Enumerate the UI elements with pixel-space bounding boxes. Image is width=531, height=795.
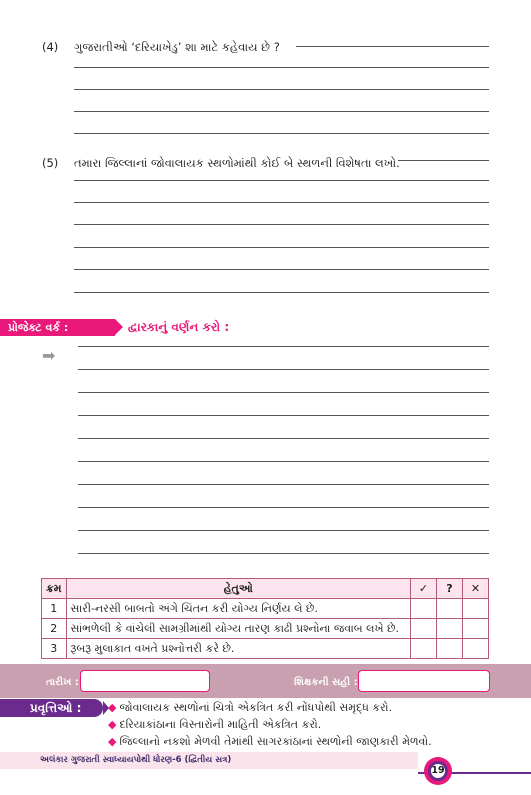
project-work-label: પ્રોજેક્ટ વર્ક : (0, 319, 115, 336)
activity-text: દરિયાકાંઠાના વિસ્તારોની માહિતી એકત્રિત કરો. (119, 718, 322, 731)
answer-line (74, 133, 489, 134)
row-num: 3 (42, 639, 67, 659)
activity-item (108, 718, 321, 732)
page-number: 19 (428, 761, 448, 781)
cross-icon: ✕ (463, 579, 489, 599)
row-num: 1 (42, 599, 67, 619)
answer-line (74, 67, 489, 68)
question-4-text: ગુજરાતીઓ ‘દરિયાખેડુ’ શા માટે કહેવાય છે ? (74, 40, 280, 54)
answer-line (74, 269, 489, 270)
answer-line (78, 415, 489, 416)
diamond-bullet-icon: ◆ (108, 701, 117, 714)
row-num: 2 (42, 619, 67, 639)
answer-line (74, 247, 489, 248)
question-4-number: (4) (42, 40, 59, 54)
check-cell[interactable] (411, 639, 437, 659)
diamond-bullet-icon: ◆ (108, 735, 117, 748)
footer-book-title: અલંકાર ગુજરાતી સ્વાધ્યાયપોથી ધોરણ-6 (દ્વિતીય સત્ર) (40, 755, 232, 765)
answer-line (78, 553, 489, 554)
answer-line (74, 111, 489, 112)
answer-line (78, 369, 489, 370)
question-5-text: તમારા જિલ્લાનાં જોવાલાયક સ્થળોમાંથી કોઈ બે સ્થળની વિશેષતા લખો. (74, 156, 400, 170)
answer-line (78, 507, 489, 508)
answer-line (398, 160, 489, 161)
evaluation-table (41, 578, 489, 659)
answer-line (78, 484, 489, 485)
answer-line (296, 46, 489, 47)
table-row (42, 599, 489, 619)
answer-line (78, 461, 489, 462)
activities-label: પ્રવૃત્તિઓ : (0, 699, 103, 717)
answer-line (74, 292, 489, 293)
project-task: દ્વારકાનું વર્ણન કરો : (128, 320, 230, 334)
answer-line (74, 180, 489, 181)
check-cell[interactable] (411, 619, 437, 639)
teacher-signature-label: શિક્ષકની સહી : (294, 677, 358, 688)
answer-line (78, 438, 489, 439)
date-field[interactable] (80, 670, 210, 692)
activity-item (108, 701, 392, 715)
table-row (42, 619, 489, 639)
row-text: સાંભળેલી કે વાંચેલી સામગ્રીમાંથી યોગ્ય તારણ કાઢી પ્રશ્નોના જવાબ લખે છે. (66, 619, 410, 639)
header-num: ક્રમ (42, 579, 67, 599)
project-arrow-shape (115, 319, 123, 335)
cross-cell[interactable] (463, 599, 489, 619)
check-icon: ✓ (411, 579, 437, 599)
answer-line (78, 392, 489, 393)
answer-line (74, 202, 489, 203)
diamond-bullet-icon: ◆ (108, 718, 117, 731)
header-goals: હેતુઓ (66, 579, 410, 599)
cross-cell[interactable] (463, 619, 489, 639)
question-cell[interactable] (437, 599, 463, 619)
row-text: સારી-નરસી બાબતો અંગે ચિંતન કરી યોગ્ય નિર્ણય લે છે. (66, 599, 410, 619)
activity-text: જોવાલાયક સ્થળોનાં ચિત્રો એકત્રિત કરી નોંધપોથી સમૃદ્ધ કરો. (119, 701, 392, 714)
arrow-right-icon: ➡ (42, 346, 56, 365)
question-cell[interactable] (437, 639, 463, 659)
answer-line (74, 89, 489, 90)
question-5-number: (5) (42, 156, 59, 170)
check-cell[interactable] (411, 599, 437, 619)
activity-item (108, 735, 432, 749)
question-icon: ? (437, 579, 463, 599)
activity-text: જિલ્લાનો નકશો મેળવી તેમાંથી સાગરકાંઠાનાં સ્થળોની જાણકારી મેળવો. (119, 735, 432, 748)
answer-line (78, 530, 489, 531)
table-row (42, 639, 489, 659)
teacher-signature-field[interactable] (358, 670, 490, 692)
row-text: રૂબરૂ મુલાકાત વખતે પ્રશ્નોત્તરી કરે છે. (66, 639, 410, 659)
answer-line (74, 224, 489, 225)
answer-line (78, 346, 489, 347)
question-cell[interactable] (437, 619, 463, 639)
cross-cell[interactable] (463, 639, 489, 659)
table-header-row (42, 579, 489, 599)
date-label: તારીખ : (46, 677, 79, 688)
